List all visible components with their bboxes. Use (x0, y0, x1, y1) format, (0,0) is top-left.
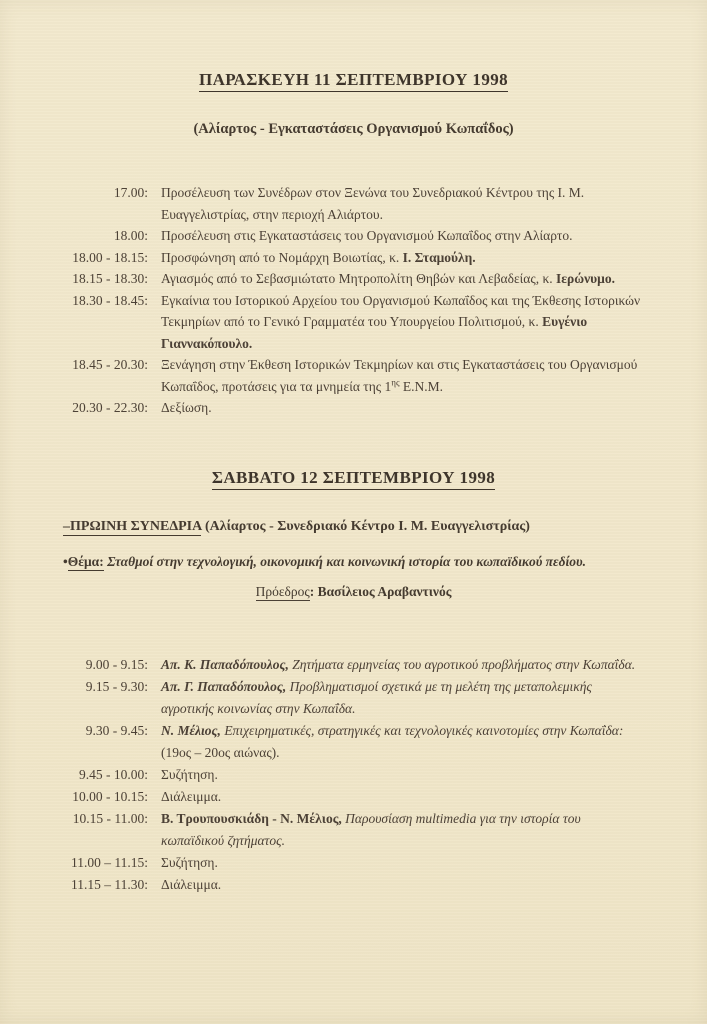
text-run: Προβληματισμοί σχετικά με τη μελέτη της μεταπολεμικής αγροτικής κοινωνίας στην Κωπαΐδα. (161, 678, 592, 716)
event-time: 17.00: (113, 185, 148, 200)
text-run: (19ος – 20ος αιώνας). (161, 744, 280, 760)
schedule-row (0, 676, 707, 720)
event-description (161, 225, 641, 247)
event-time: 11.00 – 11.15: (71, 854, 148, 870)
event-description (161, 290, 641, 355)
text-run: ης (391, 377, 400, 387)
event-description (161, 182, 641, 225)
event-description (161, 852, 641, 874)
event-time: 11.15 – 11.30: (71, 876, 148, 892)
event-description (161, 808, 641, 852)
morning-session-line (63, 516, 707, 537)
schedule-row (0, 247, 707, 269)
event-description (161, 247, 641, 269)
text-run: Β. Τρουπουσκιάδη - Ν. Μέλιος, (161, 810, 342, 826)
text-run: Διάλειμμα. (161, 788, 222, 804)
event-time: 10.15 - 11.00: (72, 810, 148, 826)
text-run: Διάλειμμα. (161, 876, 222, 892)
friday-subtitle: (Αλίαρτος - Εγκαταστάσεις Οργανισμού Κωπαΐδος) (193, 121, 514, 137)
schedule-row (0, 354, 707, 397)
event-time: 9.45 - 10.00: (79, 766, 148, 782)
schedule-row (0, 764, 707, 786)
event-time: 18.00: (113, 228, 148, 243)
event-description (161, 874, 641, 896)
text-run: Ιερώνυμο. (556, 271, 615, 286)
event-description (161, 676, 641, 720)
text-run: Συζήτηση. (161, 854, 218, 870)
schedule-row (0, 397, 707, 419)
text-run: Ξενάγηση στην Έκθεση Ιστορικών Τεκμηρίων και στις Εγκαταστάσεις του Οργανισμού Κωπαΐδος, προτάσεις για τα μνημεία της 1 (161, 357, 638, 394)
text-run: Προσέλευση στις Εγκαταστάσεις του Οργανισμού Κωπαΐδος στην Αλίαρτο. (161, 228, 573, 243)
event-time: 18.15 - 18.30: (72, 271, 148, 286)
schedule-row (0, 808, 707, 852)
chair-label: Πρόεδρος (255, 583, 310, 599)
schedule-row (0, 654, 707, 676)
chair-line (0, 582, 707, 602)
event-time: 9.00 - 9.15: (85, 656, 148, 672)
theme-label: Θέμα: (67, 553, 104, 569)
friday-heading-text: ΠΑΡΑΣΚΕΥΗ 11 ΣΕΠΤΕΜΒΡΙΟΥ 1998 (199, 70, 508, 92)
schedule-row (0, 268, 707, 290)
theme-line (63, 552, 707, 572)
schedule-row (0, 290, 707, 355)
text-run: Ν. Μέλιος, (161, 722, 221, 738)
event-description (161, 764, 641, 786)
event-time: 9.30 - 9.45: (85, 722, 148, 738)
text-run: Επιχειρηματικές, στρατηγικές και τεχνολογικές καινοτομίες στην Κωπαΐδα: (220, 722, 624, 738)
event-time: 18.30 - 18.45: (72, 292, 148, 308)
text-run: Προσφώνηση από το Νομάρχη Βοιωτίας, κ. (161, 249, 403, 265)
friday-schedule (0, 182, 707, 419)
event-description (161, 720, 641, 764)
schedule-row (0, 182, 707, 225)
chair-name: : Βασίλειος Αραβαντινός (309, 583, 452, 599)
schedule-row (0, 720, 707, 764)
event-description (161, 397, 641, 419)
schedule-row (0, 852, 707, 874)
event-description (161, 354, 641, 397)
text-run: Εγκαίνια του Ιστορικού Αρχείου του Οργανισμού Κωπαΐδος και της Έκθεσης Ιστορικών Τεκμηρίων από το Γενικό Γραμματέα του Υπουργείου Πολιτισμού, κ. (161, 292, 641, 329)
saturday-heading (0, 468, 707, 488)
schedule-row (0, 786, 707, 808)
text-run: Αγιασμός από το Σεβασμιώτατο Μητροπολίτη Θηβών και Λεβαδείας, κ. (161, 271, 557, 286)
schedule-row (0, 225, 707, 247)
saturday-heading-text: ΣΑΒΒΑΤΟ 12 ΣΕΠΤΕΜΒΡΙΟΥ 1998 (212, 468, 495, 490)
event-time: 20.30 - 22.30: (72, 400, 148, 415)
theme-text: Σταθμοί στην τεχνολογική, οικονομική και κοινωνική ιστορία του κωπαϊδικού πεδίου. (103, 553, 586, 569)
bullet-icon: • (63, 553, 68, 569)
session-label: –ΠΡΩΙΝΗ ΣΥΝΕΔΡΙΑ (63, 518, 202, 534)
text-run: Ζητήματα ερμηνείας του αγροτικού προβλήματος στην Κωπαΐδα. (288, 656, 636, 672)
event-description (161, 268, 641, 290)
event-description (161, 786, 641, 808)
text-run: Προσέλευση των Συνέδρων στον Ξενώνα του Συνεδριακού Κέντρου της Ι. Μ. Ευαγγελιστρίας, στην περιοχή Αλιάρτου. (161, 185, 585, 222)
saturday-schedule (0, 654, 707, 896)
event-time: 18.45 - 20.30: (72, 357, 148, 372)
event-time: 9.15 - 9.30: (85, 678, 148, 694)
text-run: Παρουσίαση multimedia για την ιστορία του κωπαϊδικού ζητήματος. (161, 810, 581, 848)
text-run: Δεξίωση. (161, 400, 212, 415)
text-run: Ε.Ν.Μ. (399, 378, 444, 394)
event-description (161, 654, 641, 676)
text-run: Απ. Γ. Παπαδόπουλος, (161, 678, 287, 694)
schedule-row (0, 874, 707, 896)
session-location: (Αλίαρτος - Συνεδριακό Κέντρο Ι. Μ. Ευαγγελιστρίας) (201, 518, 530, 534)
text-run: Ι. Σταμούλη. (402, 249, 476, 265)
event-time: 18.00 - 18.15: (72, 249, 148, 265)
event-time: 10.00 - 10.15: (72, 788, 148, 804)
text-run: Απ. Κ. Παπαδόπουλος, (161, 656, 289, 672)
text-run: Συζήτηση. (161, 766, 218, 782)
text-run: Ευγένιο Γιαννακόπουλο. (161, 314, 588, 351)
friday-heading (0, 70, 707, 90)
